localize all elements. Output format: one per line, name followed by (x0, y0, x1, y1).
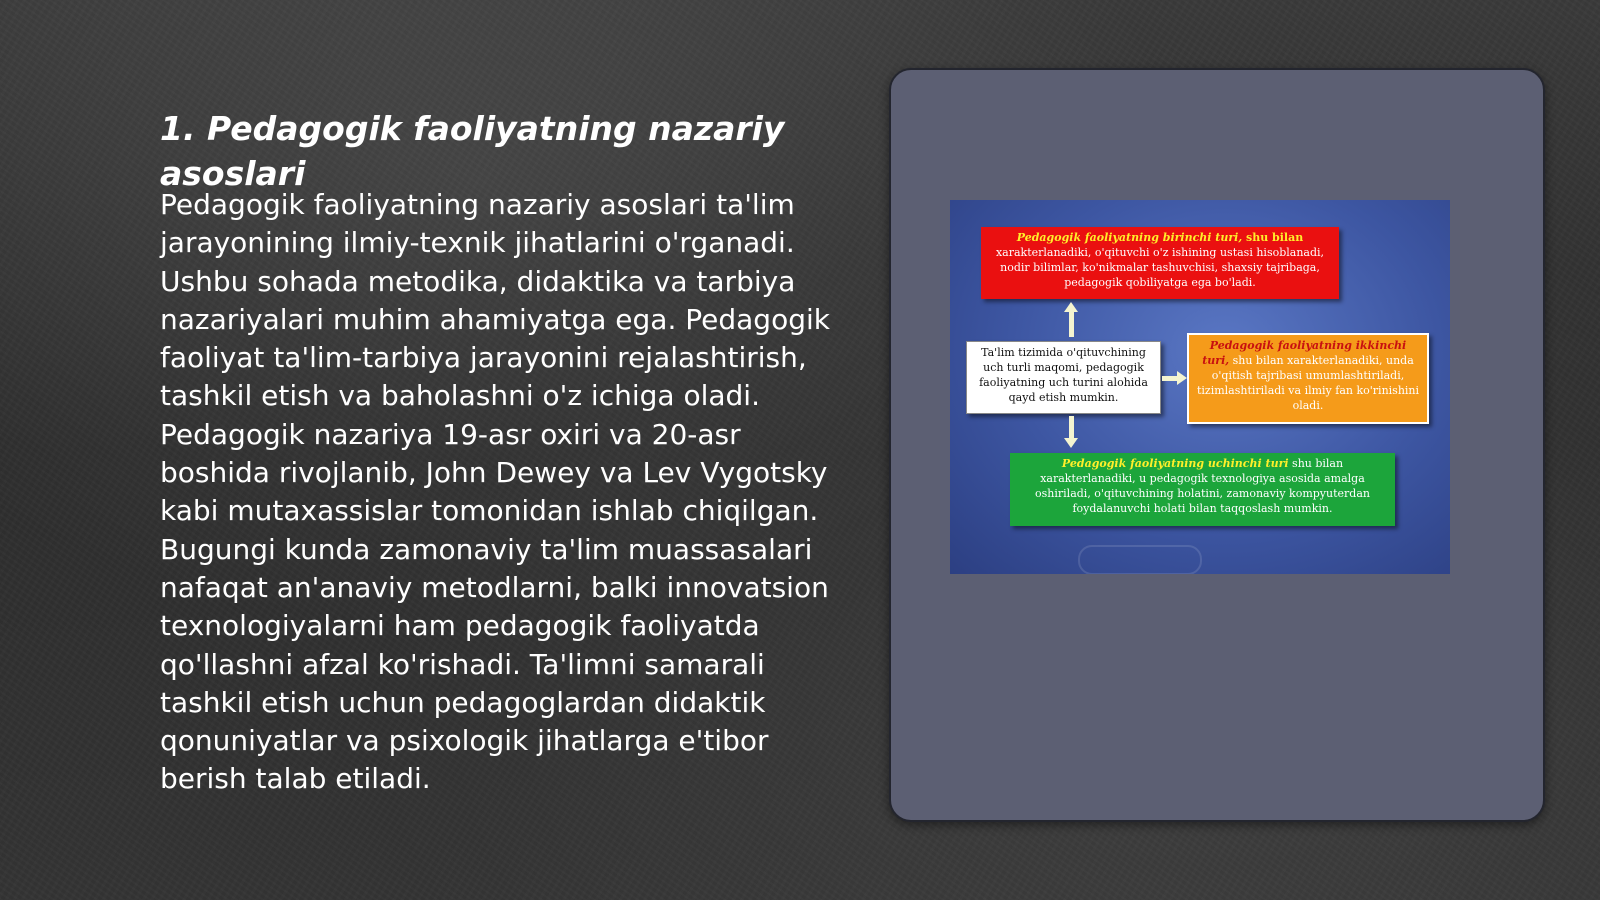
pedagogy-types-diagram (950, 200, 1450, 574)
watermark-logo (1078, 545, 1202, 574)
third-type-lead: Pedagogik faoliyatning uchinchi turi (1061, 457, 1289, 470)
diagram-third-type-box (1010, 453, 1395, 526)
arrow-right-shaft (1162, 376, 1178, 381)
center-box-text: Ta'lim tizimida o'qituvchining uch turli maqomi, pedagogik faoliyatning uch turini alohida qayd etish mumkin. (979, 346, 1148, 404)
arrow-down-icon (1064, 438, 1078, 448)
first-type-lead: Pedagogik faoliyatning birinchi turi, (1016, 231, 1243, 244)
arrow-right-icon (1177, 371, 1187, 385)
diagram-first-type-box (981, 227, 1339, 299)
arrow-down-shaft (1069, 416, 1074, 440)
third-type-text: shu bilan xarakterlanadiki, u pedagogik texnologiya asosida amalga oshiriladi, o'qituvchining holatini, zamonaviy kompyuterdan foydalanuvchi holati bilan taqqoslash mumkin. (1035, 457, 1370, 515)
first-type-text: xarakterlanadiki, o'qituvchi o'z ishining ustasi hisoblanadi, nodir bilimlar, ko'nikmalar tashuvchisi, shaxsiy tajribaga, pedagogik qobiliyatga ega bo'ladi. (995, 246, 1325, 289)
arrow-up-shaft (1069, 311, 1074, 337)
slide-title: 1. Pedagogik faoliyatning nazariy asoslari (160, 109, 785, 193)
slide-body-text: Pedagogik faoliyatning nazariy asoslari ta'lim jarayonining ilmiy-texnik jihatlarini o'rganadi. Ushbu sohada metodika, didaktika va tarbiya nazariyalari muhim ahamiyatga ega. Pedagogik faoliyat ta'lim-tarbiya jarayonini rejalashtirish, tashkil etish va baholashni o'z ichiga oladi. Pedagogik nazariya 19-asr oxiri va 20-asr boshida rivojlanib, John Dewey va Lev Vygotsky kabi mutaxassislar tomonidan ishlab chiqilgan. Bugungi kunda zamonaviy ta'lim muassasalari nafaqat an'anaviy metodlarni, balki innovatsion texnologiyalarni ham pedagogik faoliyatda qo'llashni afzal ko'rishadi. Ta'limni samarali tashkil etish uchun pedagoglardan didaktik qonuniyatlar va psixologik jihatlarga e'tibor berish talab etiladi. (160, 188, 830, 796)
diagram-second-type-box (1187, 333, 1429, 424)
image-frame (889, 68, 1545, 822)
second-type-text: shu bilan xarakterlanadiki, unda o'qitish tajribasi umumlashtiriladi, tizimlashtiriladi va ilmiy fan ko'rinishini oladi. (1196, 354, 1420, 412)
diagram-center-box (966, 341, 1161, 414)
first-type-lead-tail: shu bilan (1242, 231, 1304, 244)
second-type-lead: Pedagogik faoliyatning ikkinchi turi, (1202, 339, 1407, 367)
